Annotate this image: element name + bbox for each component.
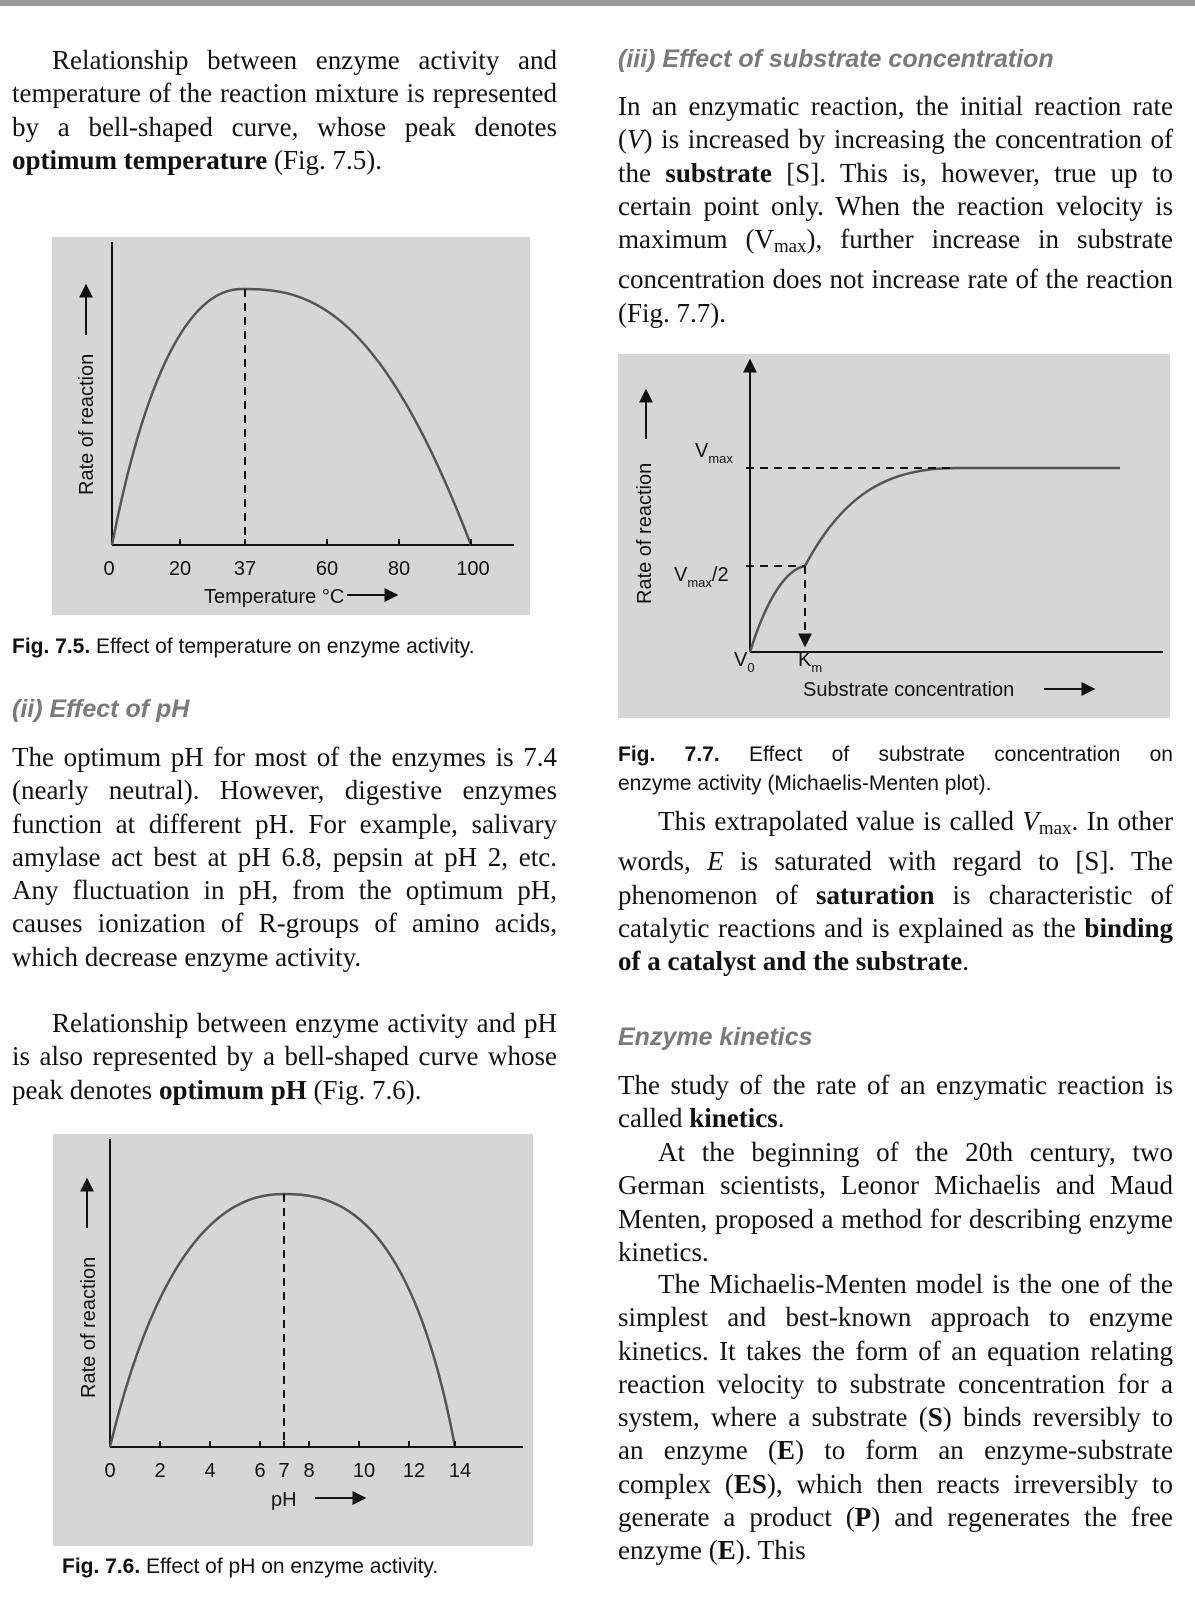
text: ), further increase in substrate concentration does not increase rate of the reaction (Fig. 7.7). [618,224,1173,328]
italic-term: E [707,846,724,877]
section-heading-substrate: (iii) Effect of substrate concentration [618,45,1054,73]
temperature-chart [52,237,530,615]
figure-7-5-caption [12,632,475,661]
text: (Fig. 7.5). [267,144,382,175]
tick-label: 20 [168,558,192,580]
label-subscript: max [687,575,712,590]
italic-term: V [627,124,644,155]
caption-text: Effect of temperature on enzyme activity. [90,635,475,658]
italic-term: V [1022,806,1039,836]
text: The Michaelis-Menten model is the one of the simplest and best-known approach to enzyme kinetics. It takes the form of an equation relating reaction velocity to substrate concentration for a system, where a substrate ( [618,1269,1173,1433]
text: is characteristic of catalytic reactions and is explained as the [618,879,1173,943]
history-paragraph: At the beginning of the 20th century, two German scientists, Leonor Michaelis and Maud Menten, proposed a method for describing enzyme kinetics. [618,1137,1173,1267]
vmax-half-label [674,564,729,590]
label-main: V [695,440,709,462]
y-axis-label: Rate of reaction [78,1256,100,1398]
text: Relationship between enzyme activity and temperature of the reaction mixture is represented by a bell-shaped curve, whose peak denotes [12,45,557,142]
bold-term: kinetics [689,1103,778,1134]
y-axis-label: Rate of reaction [76,353,98,495]
ph-chart [53,1134,533,1546]
figure-number: Fig. 7.7. [618,743,720,766]
text: Relationship between enzyme activity and pH is also represented by a bell-shaped curve whose peak denotes [12,1008,557,1105]
bold-term: binding of a catalyst and the substrate [618,912,1173,977]
text: ) and regenerates the free enzyme ( [618,1502,1173,1566]
text: ) to form an enzyme-substrate complex ( [618,1435,1173,1499]
tick-label: 14 [448,1460,472,1482]
figure-7-6-caption [62,1552,438,1581]
michaelis-menten-chart [618,354,1170,718]
page-top-rule [0,0,1195,6]
tick-label: 0 [103,558,115,580]
bell-curve [110,1194,455,1447]
tick-label: 100 [456,558,490,580]
vmax-label [695,440,733,466]
saturation-paragraph [618,805,1173,978]
bold-term: S [927,1402,943,1433]
ph-curve-paragraph [12,1007,557,1107]
bold-term: E [776,1435,795,1466]
bold-term: P [854,1502,872,1533]
tick-label: 12 [402,1460,426,1482]
text: ), which then reacts irreversibly to generate a product ( [618,1468,1173,1533]
text: ). This [735,1535,806,1566]
bold-term: substrate [665,157,772,188]
subscript: max [773,236,807,258]
kinetics-definition-paragraph [618,1069,1173,1136]
caption-text: Effect of substrate concentration on [719,743,1173,766]
bold-term: optimum temperature [12,144,268,175]
figure-number: Fig. 7.5. [12,635,91,658]
text: The study of the rate of an enzymatic reaction is called [618,1070,1173,1134]
figure-7-7-caption [618,740,1173,798]
label-main: K [798,649,812,671]
section-heading-ph: (ii) Effect of pH [12,695,190,723]
text: This extrapolated value is called [658,806,1023,836]
figure-7-6 [53,1134,533,1546]
tick-label: 37 [233,558,257,580]
label-main: V [674,564,688,586]
tick-label: 7 [278,1460,290,1482]
bell-curve [112,289,471,545]
text: ) is increased by increasing the concentration of the [618,124,1173,188]
label-tail: /2 [711,564,729,586]
bold-term: E [717,1535,736,1566]
text: . In other words, [618,806,1173,877]
bold-term: saturation [816,879,935,910]
text: . [777,1103,785,1134]
tick-label: 10 [352,1460,376,1482]
x-axis-label: Substrate concentration [803,679,1015,701]
label-subscript: 0 [747,660,755,675]
tick-label: 8 [303,1460,315,1482]
caption-line-1 [618,740,1173,769]
tick-label: 4 [204,1460,216,1482]
text: is saturated with regard to [S]. The phenomenon of [618,846,1173,910]
caption-text: Effect of pH on enzyme activity. [140,1555,439,1578]
text: . [962,946,969,977]
tick-label: 60 [315,558,339,580]
text: [S]. This is, however, true up to certain point only. When the reaction velocity is maximum (V [618,157,1173,255]
text: In an enzymatic reaction, the initial reaction rate ( [618,91,1173,155]
bold-term: ES [733,1468,767,1499]
tick-label: 2 [154,1460,166,1482]
text: (Fig. 7.6). [306,1074,422,1105]
temperature-paragraph [12,44,557,177]
x-axis-label: Temperature °C [204,586,345,608]
x-axis-label: pH [271,1489,297,1511]
section-heading-kinetics: Enzyme kinetics [618,1023,813,1051]
tick-label: 0 [104,1460,116,1482]
tick-label: 6 [254,1460,266,1482]
substrate-paragraph [618,90,1173,330]
bold-term: optimum pH [158,1074,307,1105]
label-subscript: max [708,451,733,466]
tick-label: 80 [387,558,411,580]
subscript: max [1038,818,1072,839]
text: ) binds reversibly to an enzyme ( [618,1402,1173,1466]
label-main: V [734,649,748,671]
figure-7-7 [618,354,1170,718]
figure-7-5 [52,237,530,615]
michaelis-menten-paragraph [618,1268,1173,1568]
figure-number: Fig. 7.6. [62,1555,141,1578]
ph-paragraph: The optimum pH for most of the enzymes is 7.4 (nearly neutral). However, digestive enzymes function at different pH. For example, salivary amylase act best at pH 6.8, pepsin at pH 2, etc. Any fluctuation in pH, from the optimum pH, causes ionization of R-groups of amino acids, which decrease enzyme activity. [12,742,557,972]
y-axis-label: Rate of reaction [634,462,656,604]
caption-line-2: enzyme activity (Michaelis-Menten plot). [618,772,992,795]
label-subscript: m [811,660,823,675]
